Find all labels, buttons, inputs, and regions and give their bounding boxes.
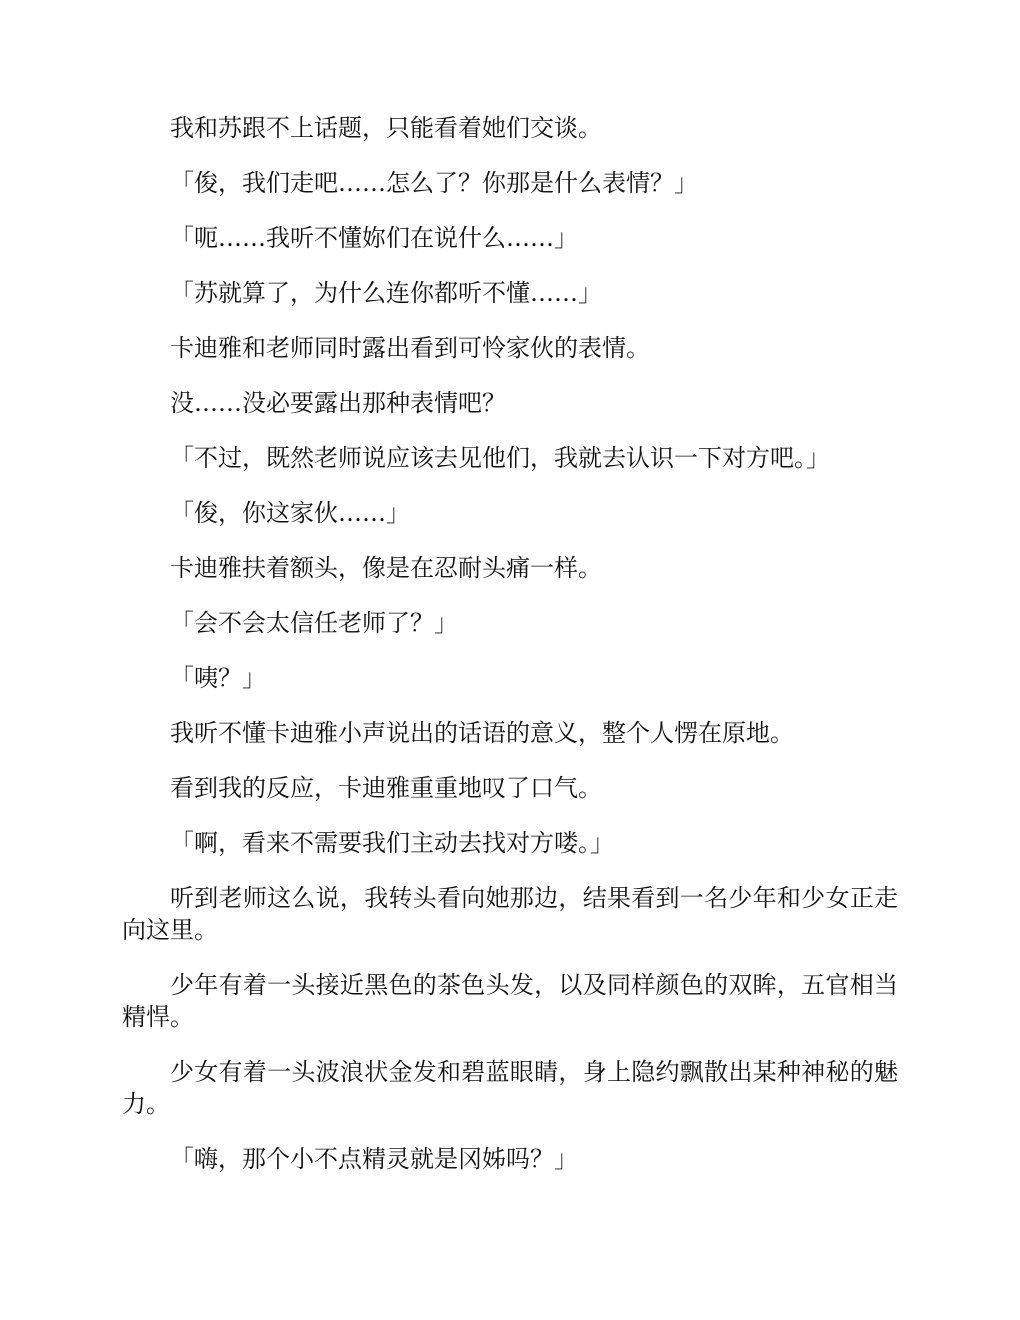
document-page xyxy=(122,112,898,1198)
paragraph: 卡迪雅扶着额头，像是在忍耐头痛一样。 xyxy=(170,554,602,582)
paragraph: 少女有着一头波浪状金发和碧蓝眼睛，身上隐约飘散出某种神秘的魅力。 xyxy=(122,1058,898,1118)
paragraph: 卡迪雅和老师同时露出看到可怜家伙的表情。 xyxy=(170,334,650,362)
paragraph: 「苏就算了，为什么连你都听不懂……」 xyxy=(170,279,602,307)
paragraph: 看到我的反应，卡迪雅重重地叹了口气。 xyxy=(170,774,602,802)
paragraph: 我听不懂卡迪雅小声说出的话语的意义，整个人愣在原地。 xyxy=(170,719,794,747)
paragraph: 「呃……我听不懂妳们在说什么……」 xyxy=(170,224,578,252)
paragraph: 没……没必要露出那种表情吧？ xyxy=(170,389,506,417)
paragraph: 「俊，你这家伙……」 xyxy=(170,499,410,527)
paragraph: 「咦？」 xyxy=(170,664,266,692)
paragraph: 「不过，既然老师说应该去见他们，我就去认识一下对方吧。」 xyxy=(170,444,830,472)
paragraph: 听到老师这么说，我转头看向她那边，结果看到一名少年和少女正走向这里。 xyxy=(122,884,898,944)
paragraph: 少年有着一头接近黑色的茶色头发，以及同样颜色的双眸，五官相当精悍。 xyxy=(122,971,898,1031)
paragraph: 「嗨，那个小不点精灵就是冈姊吗？」 xyxy=(170,1145,578,1173)
paragraph: 「会不会太信任老师了？」 xyxy=(170,609,458,637)
paragraph: 「俊，我们走吧……怎么了？你那是什么表情？」 xyxy=(170,169,698,197)
paragraph: 我和苏跟不上话题，只能看着她们交谈。 xyxy=(170,114,602,142)
paragraph: 「啊，看来不需要我们主动去找对方喽。」 xyxy=(170,829,614,857)
